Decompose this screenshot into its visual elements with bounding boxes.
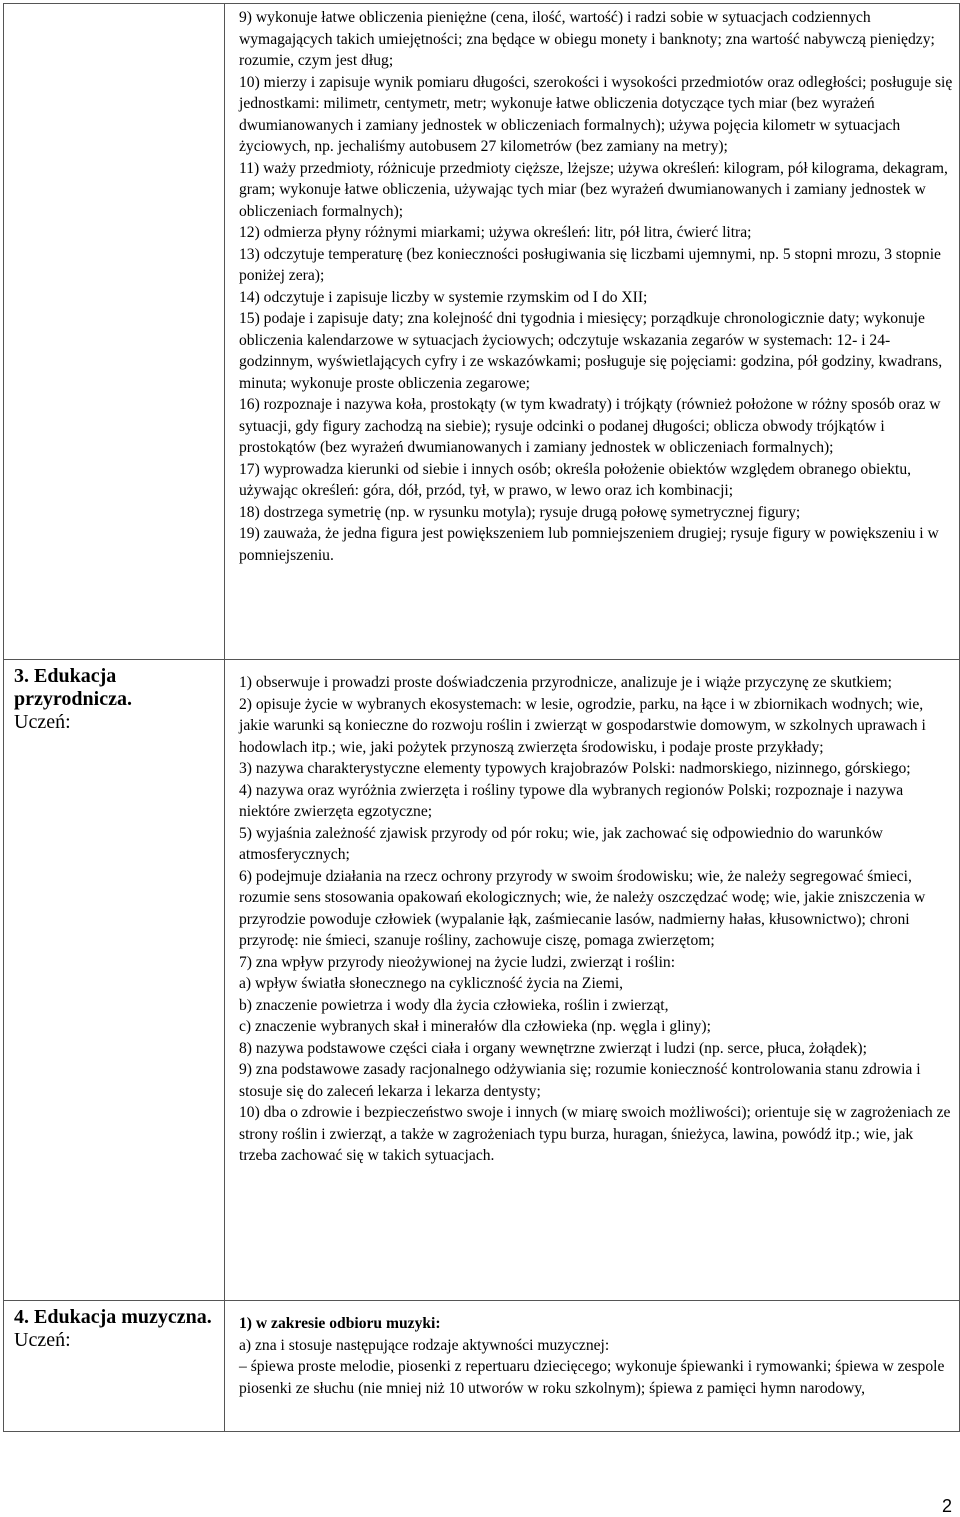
list-item: 17) wyprowadza kierunki od siebie i innych osób; określa położenie obiektów względem obranego obiektu, używając określeń: góra, dół, przód, tył, w prawo, w lewo oraz ich kombinacji;: [239, 460, 912, 499]
list-item: 7) zna wpływ przyrody nieożywionej na życie ludzi, zwierząt i roślin:: [239, 953, 676, 971]
list-item: 8) nazywa podstawowe części ciała i organy wewnętrzne zwierząt i ludzi (np. serce, płuca, żołądek);: [239, 1039, 867, 1057]
list-item: c) znaczenie wybranych skał i minerałów dla człowieka (np. węgla i gliny);: [239, 1018, 711, 1035]
list-item: 10) dba o zdrowie i bezpieczeństwo swoje i innych (w miarę swoich możliwości); orientuje się w zagrożeniach ze strony roślin i zwierząt, a także w zagrożeniach typu burza, huragan, śnieżyca, lawina, powódź itp.; wie, jak trzeba zachować się w takich sytuacjach.: [239, 1104, 951, 1164]
list-item: 10) mierzy i zapisuje wynik pomiaru długości, szerokości i wysokości przedmiotów oraz odległości; posługuje się jednostkami: milimetr, centymetr, metr; wykonuje łatwe obliczenia dotyczące tych miar (bez wyrażeń dwumianowanych i zamiany jednostek w obliczeniach formalnych); używa pojęcia kilometr w sytuacjach życiowych, np. jechaliśmy autobusem 27 kilometrów (bez zamiany na metry);: [239, 73, 953, 155]
list-item: 15) podaje i zapisuje daty; zna kolejność dni tygodnia i miesięcy; porządkuje chronologicznie daty; wykonuje obliczenia kalendarzowe w sytuacjach życiowych; odczytuje wskazania zegarów w systemach: 12- i 24-godzinnym, wyświetlających cyfry i ze wskazówkami; posługuje się pojęciami: godzina, pół godziny, kwadrans, minuta; wykonuje proste obliczenia zegarowe;: [239, 310, 943, 392]
list-item: 19) zauważa, że jedna figura jest powiększeniem lub pomniejszeniem drugiej; rysuje figury w powiększeniu i w pomniejszeniu.: [239, 525, 939, 564]
row2-text: [225, 660, 959, 1170]
list-item: a) wpływ światła słonecznego na cykliczność życia na Ziemi,: [239, 975, 624, 992]
list-item: b) znaczenie powietrza i wody dla życia człowieka, roślin i zwierząt,: [239, 996, 669, 1014]
list-item: 18) dostrzega symetrię (np. w rysunku motyla); rysuje drugą połowę symetrycznej figury;: [239, 503, 801, 521]
list-item: 5) wyjaśnia zależność zjawisk przyrody od pór roku; wie, jak zachować się odpowiednio do warunków atmosferycznych;: [239, 824, 883, 863]
list-item: 16) rozpoznaje i nazywa koła, prostokąty (w tym kwadraty) i trójkąty (również położone w różny sposób oraz w sytuacji, gdy figury zachodzą na siebie); rysuje odcinki o podanej długości; oblicza obwody trójkątów i prostokątów (bez wyrażeń dwumianowanych i zamiany jednostek w obliczeniach formalnych);: [239, 396, 941, 456]
row1-heading-cell: [4, 4, 225, 660]
list-item: 6) podejmuje działania na rzecz ochrony przyrody w swoim środowisku; wie, że należy segregować śmieci, rozumie sens stosowania opakowań ekologicznych; wie, że należy oszczędzać wodę; wie, jakie zniszczenia w przyrodzie powoduje człowiek (wypalanie łąk, zaśmiecanie lasów, nadmierny hałas, kłusownictwo); chroni przyrodę: nie śmieci, szanuje rośliny, zachowuje ciszę, pomaga zwierzętom;: [239, 867, 926, 949]
section-heading: [4, 660, 224, 734]
list-item: 3) nazywa charakterystyczne elementy typowych krajobrazów Polski: nadmorskiego, nizinnego, górskiego;: [239, 760, 911, 777]
page-number: 2: [941, 1496, 952, 1516]
subsection-heading: 1) w zakresie odbioru muzyki:: [239, 1315, 441, 1332]
list-item: 12) odmierza płyny różnymi miarkami; używa określeń: litr, pół litra, ćwierć litra;: [239, 224, 752, 241]
row2-heading-cell: [4, 660, 225, 1301]
section-heading: [4, 1301, 224, 1352]
row1-text: [225, 4, 959, 569]
list-item: 2) opisuje życie w wybranych ekosystemach: w lesie, ogrodzie, parku, na łące i w zbiornikach wodnych; wie, jakie warunki są konieczne do rozwoju roślin i zwierząt w gospodarstwie domowym, w szkolnych uprawach i hodowlach itp.; wie, jaki pożytek przynoszą zwierzęta środowisku, i podaje proste przykłady;: [239, 695, 926, 756]
table-row: [4, 660, 960, 1301]
list-item: 1) obserwuje i prowadzi proste doświadczenia przyrodnicze, analizuje je i wiąże przyczynę ze skutkiem;: [239, 674, 892, 691]
list-item: a) zna i stosuje następujące rodzaje aktywności muzycznej:: [239, 1336, 610, 1354]
list-item: – śpiewa proste melodie, piosenki z repertuaru dziecięcego; wykonuje śpiewanki i rymowanki; śpiewa w zespole piosenki ze słuchu (nie mniej niż 10 utworów w roku szkolnym); śpiewa z pamięci hymn narodowy,: [239, 1358, 945, 1397]
list-item: 14) odczytuje i zapisuje liczby w systemie rzymskim od I do XII;: [239, 288, 648, 306]
row3-text: [225, 1301, 959, 1402]
row3-heading-cell: [4, 1301, 225, 1432]
list-item: 13) odczytuje temperaturę (bez konieczności posługiwania się liczbami ujemnymi, np. 5 stopni mrozu, 3 stopnie poniżej zera);: [239, 245, 941, 284]
curriculum-table: [3, 3, 960, 1432]
list-item: 9) wykonuje łatwe obliczenia pieniężne (cena, ilość, wartość) i radzi sobie w sytuacjach codziennych wymagających takich umiejętności; zna będące w obiegu monety i banknoty; zna wartość nabywczą pieniędzy; rozumie, czym jest dług;: [239, 9, 935, 69]
row2-content-cell: [225, 660, 960, 1301]
table-row: [4, 4, 960, 660]
table-row: [4, 1301, 960, 1432]
row3-content-cell: [225, 1301, 960, 1432]
list-item: 11) waży przedmioty, różnicuje przedmioty cięższe, lżejsze; używa określeń: kilogram, pół kilograma, dekagram, gram; wykonuje łatwe obliczenia, używając tych miar (bez wyrażeń dwumianowanych i zamiany jednostek w obliczeniach formalnych);: [239, 159, 948, 220]
section-subtitle: Uczeń:: [14, 1329, 71, 1351]
section-title: 4. Edukacja muzyczna.: [14, 1306, 212, 1328]
row1-content-cell: [225, 4, 960, 660]
list-item: 9) zna podstawowe zasady racjonalnego odżywiania się; rozumie konieczność kontrolowania stanu zdrowia i stosuje się do zaleceń lekarza i lekarza dentysty;: [239, 1061, 921, 1100]
list-item: 4) nazywa oraz wyróżnia zwierzęta i rośliny typowe dla wybranych regionów Polski; rozpoznaje i nazywa niektóre zwierzęta egzotyczne;: [239, 781, 904, 820]
section-subtitle: Uczeń:: [14, 711, 71, 733]
section-title: 3. Edukacja przyrodnicza.: [14, 665, 132, 710]
